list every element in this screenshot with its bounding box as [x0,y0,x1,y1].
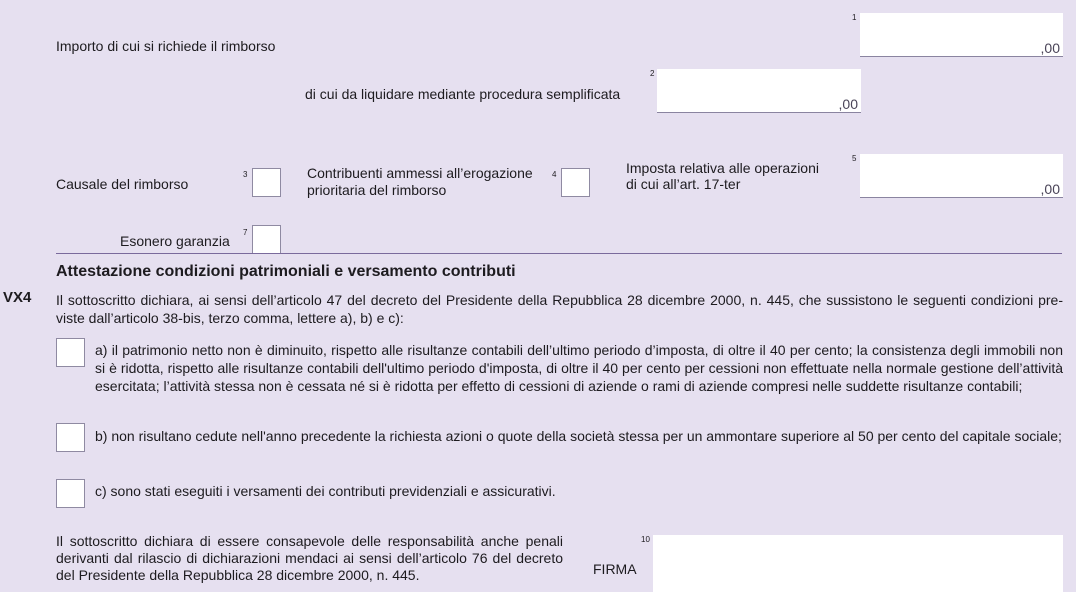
imposta17ter-label-line2: di cui all’art. 17-ter [626,176,741,192]
esonero-label: Esonero garanzia [120,233,230,249]
condition-b-checkbox[interactable] [56,423,85,452]
semplificata-cents: ,00 [838,96,858,112]
condition-c-text: c) sono stati eseguiti i versamenti dei contributi previdenziali e assicurativi. [95,483,556,499]
section-divider [56,253,1062,254]
rimborso-cents: ,00 [1040,40,1060,56]
signature-field[interactable] [653,535,1063,592]
esonero-checkbox[interactable] [252,225,281,254]
section-title: Attestazione condizioni patrimoniali e versamento contributi [56,263,516,280]
imposta17ter-label-line1: Imposta relativa alle operazioni [626,160,819,176]
section-code: VX4 [3,289,32,306]
firma-label: FIRMA [593,561,637,577]
section-intro: Il sottoscritto dichiara, ai sensi dell’articolo 47 del decreto del Presidente della Repubblica 28 dicembre 2000, n. 445, che sussistono le seguenti condizioni previste dall’articolo 38-bis, terzo comma, lettere a), b) e c): [56,292,1063,326]
condition-c-checkbox[interactable] [56,479,85,508]
condition-b-text: b) non risultano cedute nell'anno precedente la richiesta azioni o quote della società stessa per un ammontare superiore al 50 per cento del capitale sociale; [95,428,1062,444]
declaration-text: Il sottoscritto dichiara di essere consapevole delle responsabilità anche penali derivanti dal rilascio di dichiarazioni mendaci ai sensi dell’articolo 76 del decreto del Presidente della Repubblica 28 dicembre 2000, n. 445. [56,533,563,583]
semplificata-label: di cui da liquidare mediante procedura semplificata [305,86,621,102]
imposta17ter-cents: ,00 [1040,181,1060,197]
field-number-7: 7 [243,228,248,237]
prioritaria-label-line1: Contribuenti ammessi all’erogazione [307,165,533,181]
causale-label: Causale del rimborso [56,176,189,192]
rimborso-label: Importo di cui si richiede il rimborso [56,38,276,54]
condition-a-checkbox[interactable] [56,338,85,367]
field-number-3: 3 [243,170,248,179]
prioritaria-label-line2: prioritaria del rimborso [307,182,447,198]
rimborso-amount-field[interactable] [860,13,1063,57]
field-number-5: 5 [852,154,857,163]
condition-a-text: a) il patrimonio netto non è diminuito, rispetto alle risultanze contabili dell’ultimo periodo d’imposta, di oltre il 40 per cento; la consistenza degli immobili non si è ridotta, rispetto alle risultanze contabili dell'ultimo periodo d'imposta, di oltre il 40 per cento per cessioni non effettuate nella normale gestione dell’attività esercitata; l’attività stessa non è cessata né si è ridotta per effetto di cessioni di aziende o rami di aziende compresi nelle suddette risultanze contabili; [95,342,1063,394]
semplificata-amount-field[interactable] [657,69,861,113]
prioritaria-checkbox[interactable] [561,168,590,197]
field-number-1: 1 [852,13,857,22]
field-number-2: 2 [650,69,655,78]
field-number-10: 10 [641,535,650,544]
causale-checkbox[interactable] [252,168,281,197]
imposta17ter-amount-field[interactable] [860,154,1063,198]
field-number-4: 4 [552,170,557,179]
